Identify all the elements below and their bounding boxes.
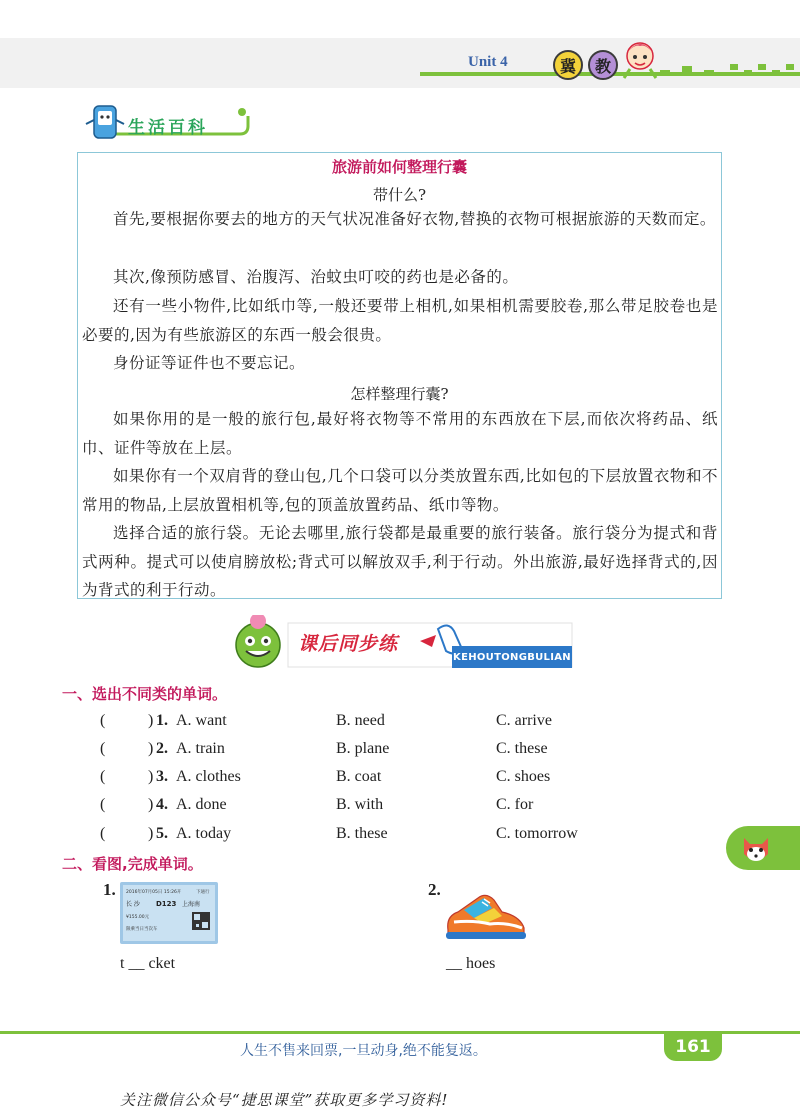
answer-paren-close: ) [148, 768, 154, 785]
option-b: B. these [336, 825, 388, 842]
question-row-4 [100, 796, 620, 822]
question-row-5 [100, 825, 620, 851]
answer-paren-close: ) [148, 825, 154, 842]
fox-face-icon [738, 830, 774, 866]
article-paragraph-1: 首先,要根据你要去的地方的天气状况准备好衣物,替换的衣物可根据旅游的天数而定。 [113, 210, 716, 228]
page-number: 161 [664, 1033, 722, 1061]
option-c: C. these [496, 740, 548, 757]
option-a: A. today [176, 825, 232, 842]
practice-banner-pinyin: KEHOUTONGBULIAN [452, 646, 572, 668]
ticket-time: 2016年07月05日 15:26开 [126, 890, 182, 895]
article-paragraph-7: 选择合适的旅行袋。无论去哪里,旅行袋都是最重要的旅行装备。旅行袋分为提式和背式两种。提式可以使肩膀放松;背式可以解放双手,利于行动。外出旅游,最好选择背式的,因为背式的利于行动。 [82, 524, 718, 599]
item-1-number: 1. [103, 880, 116, 899]
question-number: 4. [156, 796, 168, 813]
option-c: C. for [496, 796, 534, 813]
option-c: C. tomorrow [496, 825, 578, 842]
section-1-heading: 一、选出不同类的单词。 [62, 685, 228, 703]
sneaker-image [444, 886, 528, 944]
article-paragraph-2: 其次,像预防感冒、治腹泻、治蚊虫叮咬的药也是必备的。 [113, 268, 519, 286]
section-2-heading: 二、看图,完成单词。 [62, 855, 203, 873]
option-a: A. want [176, 712, 227, 729]
footer-motto: 人生不售来回票,一旦动身,绝不能复返。 [240, 1043, 487, 1059]
option-a: A. train [176, 740, 225, 757]
article-paragraph-5: 如果你用的是一般的旅行包,最好将衣物等不常用的东西放在下层,而依次将药品、纸巾、证件等放在上层。 [82, 410, 718, 457]
question-number: 3. [156, 768, 168, 785]
ticket-price: ¥155.00元 [126, 915, 150, 920]
item-2-number: 2. [428, 880, 441, 899]
ticket-top-right: 下通行 [196, 890, 210, 895]
item-1-answer: t __ cket [120, 955, 176, 972]
ticket-to: 上海南 [182, 901, 201, 908]
train-ticket-image [120, 882, 218, 944]
option-b: B. coat [336, 768, 382, 785]
answer-paren-open: ( [100, 768, 106, 785]
publisher-badge-ji: 冀 [553, 50, 583, 80]
option-a: A. done [176, 796, 227, 813]
option-b: B. with [336, 796, 384, 813]
watermark-text: 关注微信公众号“捷思课堂”获取更多学习资料! [120, 1091, 449, 1109]
ticket-from: 长 沙 [126, 901, 140, 908]
question-row-1 [100, 712, 620, 738]
encyclopedia-banner-title: 生活百科 [128, 118, 208, 138]
header-checker-decoration [660, 58, 800, 80]
option-b: B. plane [336, 740, 390, 757]
practice-banner-title: 课后同步练 [298, 633, 399, 655]
ticket-notice: 限乘当日当次车 [126, 927, 158, 932]
girl-mascot-icon [616, 36, 664, 80]
answer-paren-close: ) [148, 796, 154, 813]
option-c: C. shoes [496, 768, 551, 785]
option-c: C. arrive [496, 712, 552, 729]
option-b: B. need [336, 712, 385, 729]
answer-paren-open: ( [100, 712, 106, 729]
answer-paren-close: ) [148, 740, 154, 757]
unit-label: Unit 4 [468, 54, 508, 70]
answer-paren-open: ( [100, 796, 106, 813]
question-row-2 [100, 740, 620, 766]
article-paragraph-6: 如果你有一个双肩背的登山包,几个口袋可以分类放置东西,比如包的下层放置衣物和不常用的物品,上层放置相机等,包的顶盖放置药品、纸巾等物。 [82, 467, 718, 514]
article-paragraph-4: 身份证等证件也不要忘记。 [113, 354, 306, 372]
article-paragraph-3: 还有一些小物件,比如纸巾等,一般还要带上相机,如果相机需要胶卷,那么带足胶卷也是必要的,因为有些旅游区的东西一般会很贵。 [82, 297, 718, 344]
article-title: 旅游前如何整理行囊 [331, 158, 467, 176]
article-subheading-what: 带什么? [372, 186, 427, 204]
question-number: 1. [156, 712, 168, 729]
answer-paren-open: ( [100, 740, 106, 757]
question-row-3 [100, 768, 620, 794]
option-a: A. clothes [176, 768, 241, 785]
ticket-train: D123 [156, 900, 177, 908]
question-number: 2. [156, 740, 168, 757]
item-2-answer: __ hoes [446, 955, 496, 972]
question-number: 5. [156, 825, 168, 842]
answer-paren-close: ) [148, 712, 154, 729]
answer-paren-open: ( [100, 825, 106, 842]
publisher-badge-jiao: 教 [588, 50, 618, 80]
article-subheading-how: 怎样整理行囊? [350, 385, 449, 403]
